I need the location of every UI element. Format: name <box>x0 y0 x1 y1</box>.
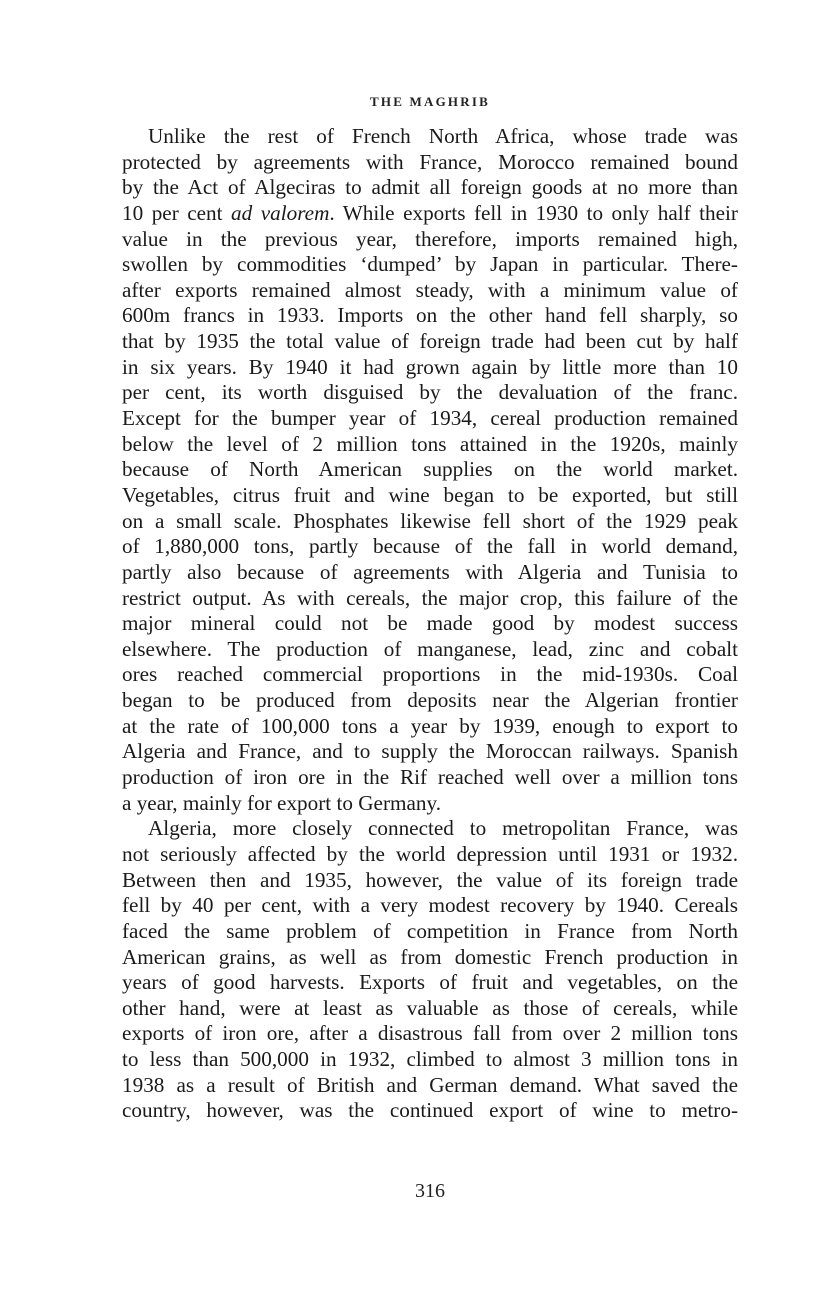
text-line: partly also because of agreements with Algeria and Tunisia to <box>122 559 738 584</box>
text-line: began to be produced from deposits near the Algerian frontier <box>122 688 738 713</box>
text-line: per cent, its worth disguised by the devaluation of the franc. <box>122 380 738 405</box>
italic-phrase: ad valorem <box>231 200 330 225</box>
text-line: major mineral could not be made good by modest success <box>122 611 738 636</box>
text-line: that by 1935 the total value of foreign trade had been cut by half <box>122 329 738 354</box>
text-line: years of good harvests. Exports of fruit and vegetables, on the <box>122 970 738 995</box>
text-line: Algeria, more closely connected to metropolitan France, was <box>148 816 738 841</box>
text-line: Except for the bumper year of 1934, cereal production remained <box>122 406 738 431</box>
text-line: swollen by commodities ‘dumped’ by Japan in particular. There- <box>122 252 738 277</box>
text-line: Algeria and France, and to supply the Moroccan railways. Spanish <box>122 739 738 764</box>
text-line: a year, mainly for export to Germany. <box>122 790 442 815</box>
paragraph-1 <box>122 124 738 816</box>
text-line: value in the previous year, therefore, imports remained high, <box>122 226 738 251</box>
text-line: 600m francs in 1933. Imports on the other hand fell sharply, so <box>122 303 738 328</box>
text-line: 1938 as a result of British and German demand. What saved the <box>122 1072 738 1097</box>
text-line: because of North American supplies on the world market. <box>122 457 738 482</box>
text-line: production of iron ore in the Rif reached well over a million tons <box>122 765 738 790</box>
text-line: restrict output. As with cereals, the major crop, this failure of the <box>122 585 738 610</box>
text-line: not seriously affected by the world depression until 1931 or 1932. <box>122 841 738 866</box>
text-line: Unlike the rest of French North Africa, whose trade was <box>148 124 738 148</box>
text-line: faced the same problem of competition in France from North <box>122 918 738 943</box>
text-line: Between then and 1935, however, the value of its foreign trade <box>122 867 738 892</box>
paragraph-2 <box>122 816 738 1124</box>
page-number: 316 <box>415 1180 445 1202</box>
text-line: by the Act of Algeciras to admit all foreign goods at no more than <box>122 175 738 200</box>
text-line: in six years. By 1940 it had grown again by little more than 10 <box>122 354 738 379</box>
text-line: other hand, were at least as valuable as those of cereals, while <box>122 995 738 1020</box>
text-line: at the rate of 100,000 tons a year by 1939, enough to export to <box>122 713 738 738</box>
book-page <box>122 0 738 1300</box>
text-line: after exports remained almost steady, with a minimum value of <box>122 277 738 302</box>
running-head: THE MAGHRIB <box>370 94 490 109</box>
text-line: fell by 40 per cent, with a very modest recovery by 1940. Cereals <box>122 893 738 918</box>
text-line: Vegetables, citrus fruit and wine began to be exported, but still <box>122 482 738 507</box>
text-line: country, however, was the continued export of wine to metro- <box>122 1098 738 1123</box>
text-line: 10 per cent ad valorem. While exports fell in 1930 to only half their <box>122 200 738 225</box>
text-line: elsewhere. The production of manganese, lead, zinc and cobalt <box>122 636 738 661</box>
body-text <box>122 124 738 1124</box>
text-line: ores reached commercial proportions in the mid-1930s. Coal <box>122 662 738 687</box>
text-line: American grains, as well as from domestic French production in <box>122 944 738 969</box>
text-line: below the level of 2 million tons attained in the 1920s, mainly <box>122 431 738 456</box>
text-line: to less than 500,000 in 1932, climbed to almost 3 million tons in <box>122 1047 738 1072</box>
text-line: on a small scale. Phosphates likewise fell short of the 1929 peak <box>122 508 738 533</box>
text-line: protected by agreements with France, Morocco remained bound <box>122 149 738 174</box>
text-line: exports of iron ore, after a disastrous fall from over 2 million tons <box>122 1021 738 1046</box>
text-line: of 1,880,000 tons, partly because of the fall in world demand, <box>122 534 738 559</box>
